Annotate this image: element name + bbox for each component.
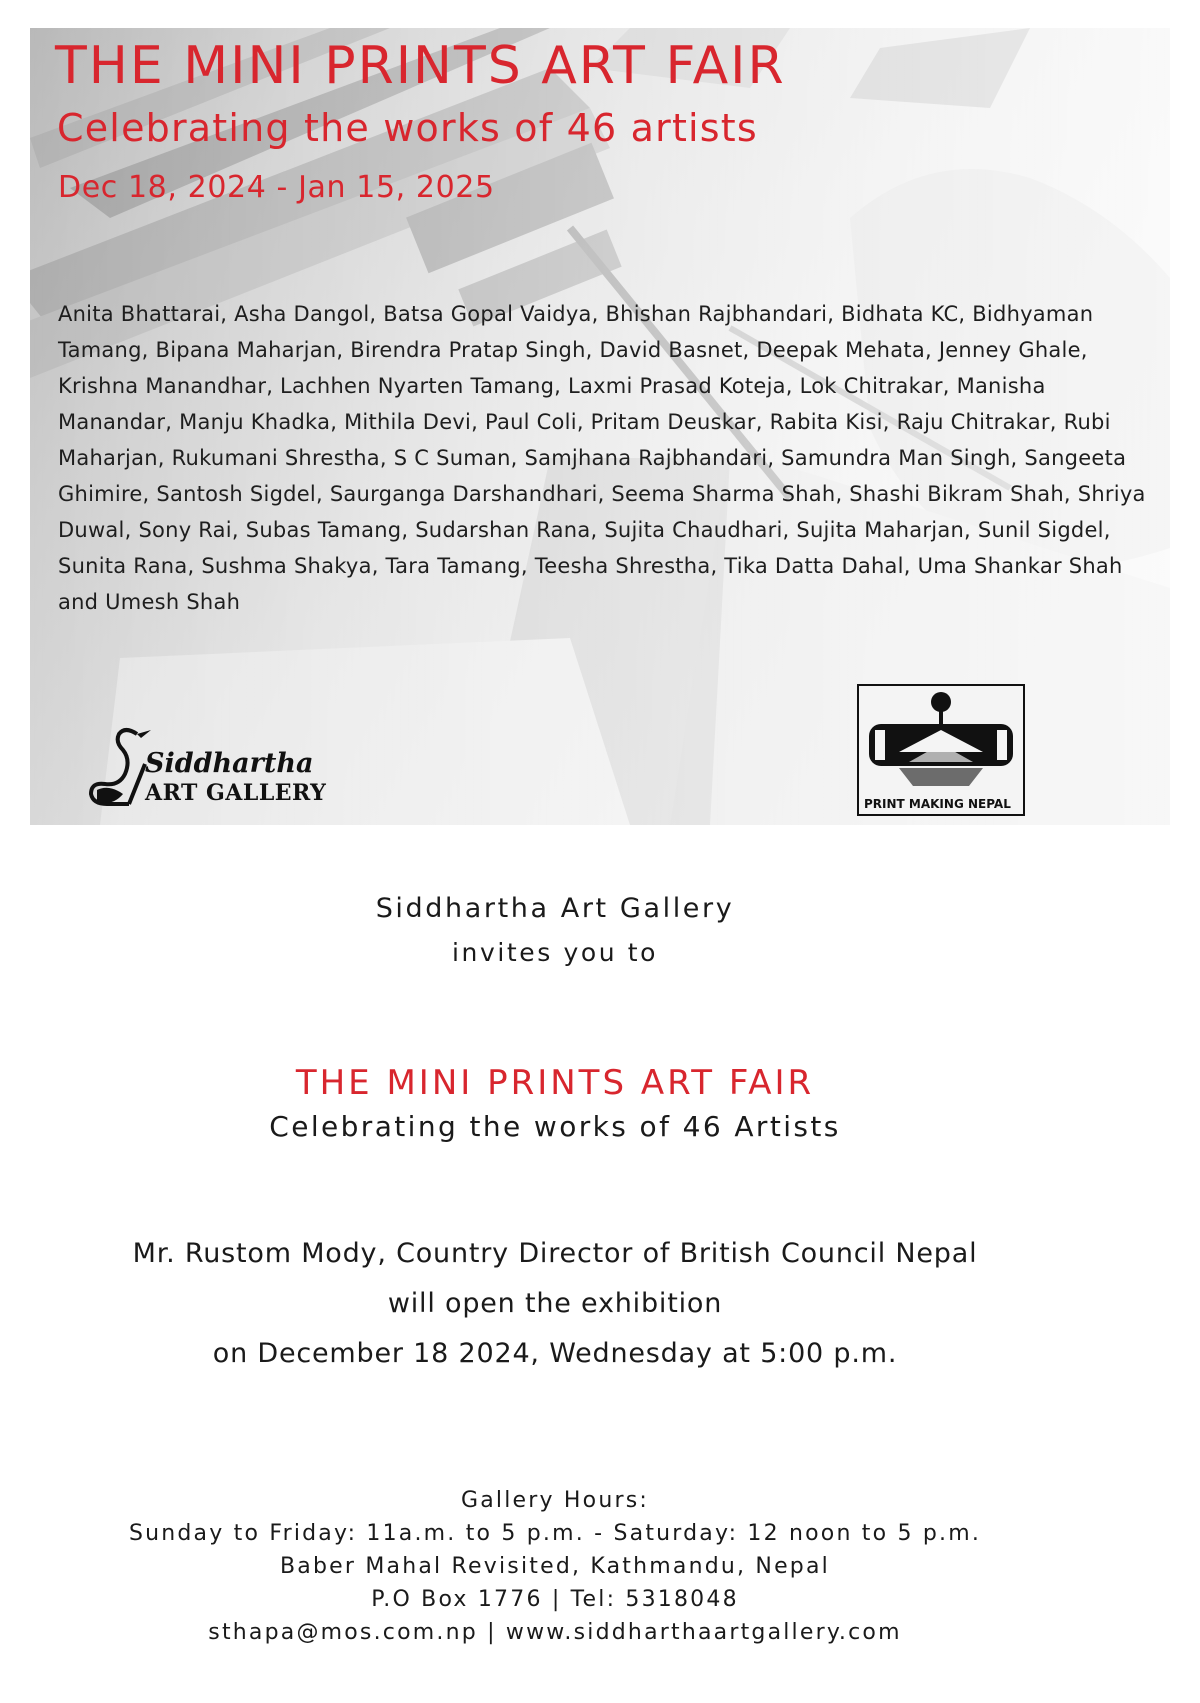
gallery-email-website: sthapa@mos.com.np | www.siddharthaartgallery.com (208, 1620, 902, 1645)
event-title: THE MINI PRINTS ART FAIR (295, 1063, 815, 1103)
print-making-nepal-logo (857, 684, 1025, 816)
art-gallery-wordmark: ART GALLERY (145, 780, 327, 806)
hero-banner (30, 28, 1170, 825)
gallery-name: Siddhartha Art Gallery (375, 893, 735, 924)
gallery-hours: Sunday to Friday: 11a.m. to 5 p.m. - Saturday: 12 noon to 5 p.m. (128, 1521, 982, 1546)
gallery-address: Baber Mahal Revisited, Kathmandu, Nepal (280, 1554, 830, 1579)
hero-title: THE MINI PRINTS ART FAIR (55, 36, 786, 96)
opener-line-1: Mr. Rustom Mody, Country Director of British Council Nepal (132, 1238, 978, 1269)
exhibition-dates: Dec 18, 2024 - Jan 15, 2025 (58, 170, 495, 205)
artist-list: Anita Bhattarai, Asha Dangol, Batsa Gopal Vaidya, Bhishan Rajbhandari, Bidhata KC, Bidhyaman Tamang, Bipana Maharjan, Birendra Pratap Singh, David Basnet, Deepak Mehata, Jenney Ghale, Krishna Manandhar, Lachhen Nyarten Tamang, Laxmi Prasad Koteja, Lok Chitrakar, Manisha Manandar, Manju Khadka, Mithila Devi, Paul Coli, Pritam Deuskar, Rabita Kisi, Raju Chitrakar, Rubi Maharjan, Rukumani Shrestha, S C Suman, Samjhana Rajbhandari, Samundra Man Singh, Sangeeta Ghimire, Santosh Sigdel, Saurganga Darshandhari, Seema Sharma Shah, Shashi Bikram Shah, Shriya Duwal, Sony Rai, Subas Tamang, Sudarshan Rana, Sujita Chaudhari, Sujita Maharjan, Sunil Sigdel, Sunita Rana, Sushma Shakya, Tara Tamang, Teesha Shrestha, Tika Datta Dahal, Uma Shankar Shah and Umesh Shah (58, 302, 1146, 614)
print-making-nepal-text: PRINT MAKING NEPAL (864, 797, 1011, 811)
gallery-hours-label: Gallery Hours: (460, 1488, 649, 1513)
gallery-contact: P.O Box 1776 | Tel: 5318048 (371, 1587, 739, 1612)
hero-subtitle: Celebrating the works of 46 artists (57, 106, 758, 150)
opener-line-2: will open the exhibition (387, 1288, 723, 1319)
siddhartha-wordmark: Siddhartha (145, 748, 314, 779)
invites-you-to: invites you to (451, 938, 659, 967)
opener-line-3: on December 18 2024, Wednesday at 5:00 p.m. (212, 1338, 898, 1369)
siddhartha-art-gallery-logo (85, 724, 415, 814)
printing-press-icon (859, 686, 1023, 794)
event-subtitle: Celebrating the works of 46 Artists (269, 1110, 841, 1143)
